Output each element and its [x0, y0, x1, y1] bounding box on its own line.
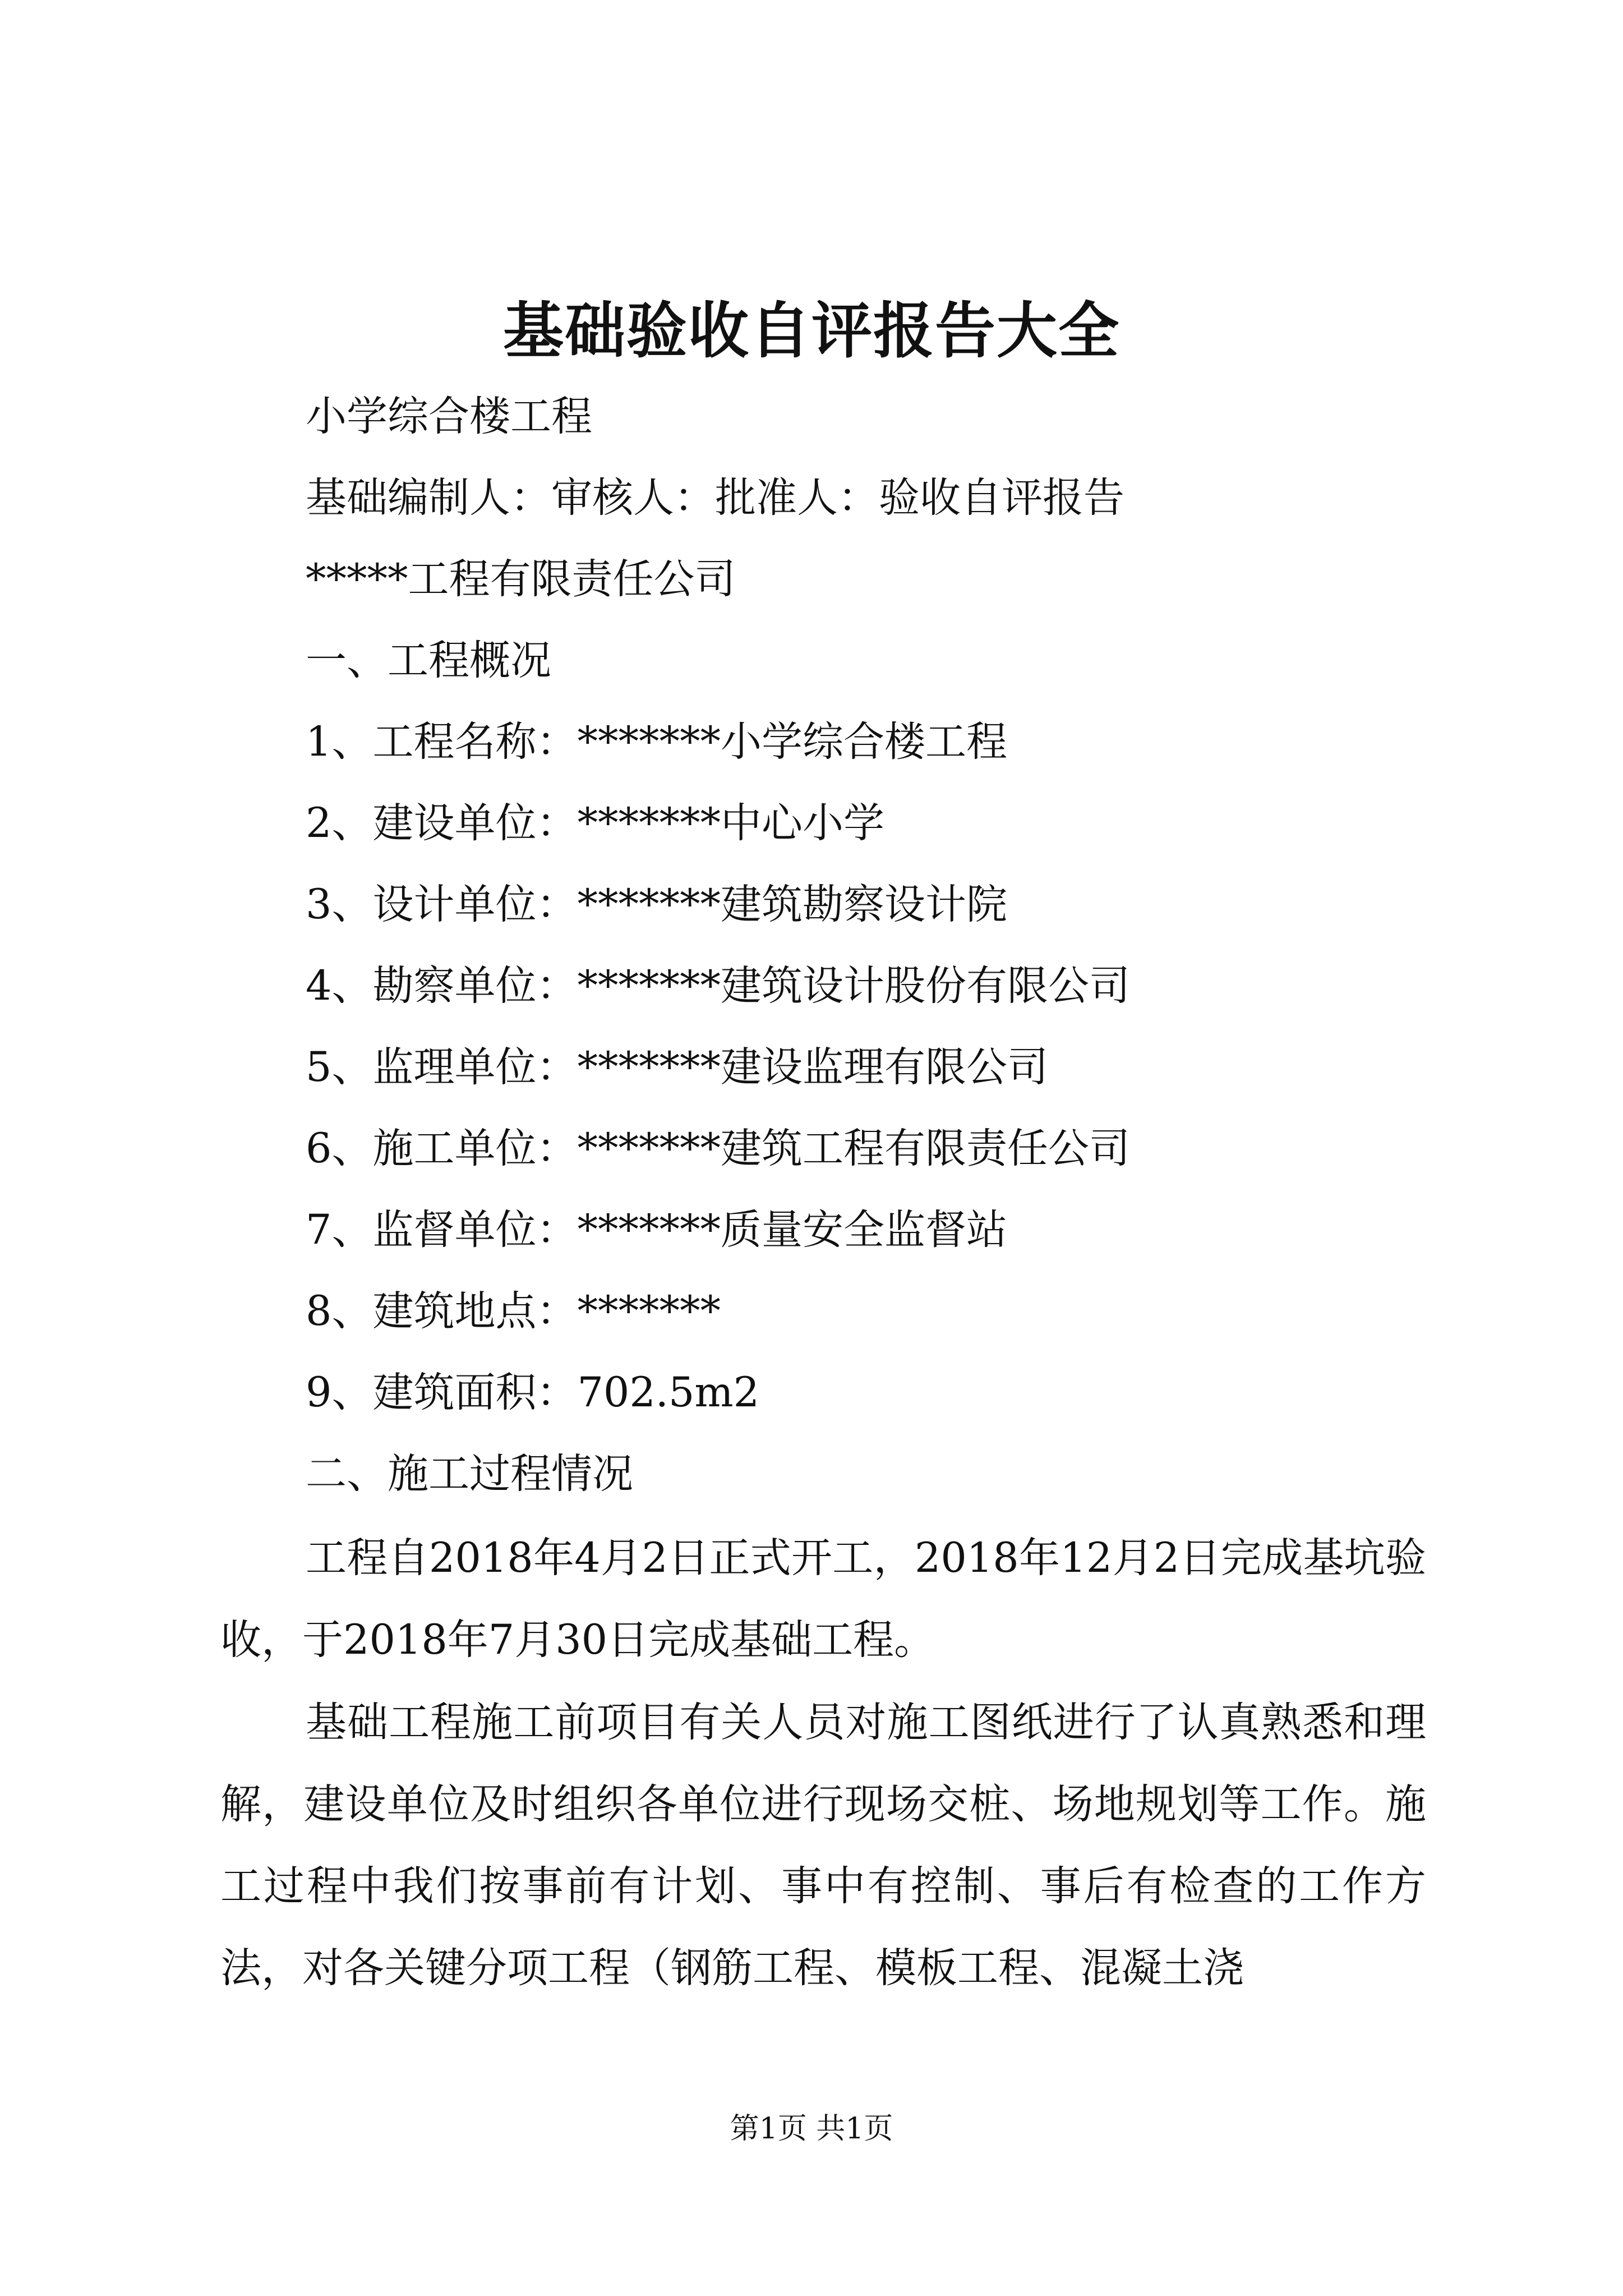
- list-item: 9、建筑面积：702.5m2: [306, 1369, 760, 1416]
- section-heading-construction: 二、施工过程情况: [306, 1450, 633, 1498]
- list-item: 1、工程名称：*******小学综合楼工程: [306, 718, 1007, 766]
- project-name-line: 小学综合楼工程: [306, 393, 592, 440]
- list-item: 6、施工单位：*******建筑工程有限责任公司: [306, 1125, 1130, 1172]
- section-heading-overview: 一、工程概况: [306, 637, 551, 684]
- page-footer: 第1页 共1页: [730, 2112, 893, 2146]
- list-item: 7、监督单位：*******质量安全监督站: [306, 1206, 1007, 1254]
- paragraph-schedule: 工程自2018年4月2日正式开工，2018年12月2日完成基坑验收，于2018年7月30日完成基础工程。: [220, 1534, 1426, 1664]
- list-item: 2、建设单位：*******中心小学: [306, 799, 884, 847]
- signoff-line: 基础编制人：审核人：批准人：验收自评报告: [306, 474, 1124, 522]
- company-line: *****工程有限责任公司: [306, 555, 736, 603]
- list-item: 4、勘察单位：*******建筑设计股份有限公司: [306, 962, 1130, 1010]
- list-item: 8、建筑地点：*******: [306, 1287, 721, 1335]
- list-item: 3、设计单位：*******建筑勘察设计院: [306, 881, 1007, 928]
- list-item: 5、监理单位：*******建设监理有限公司: [306, 1043, 1048, 1091]
- document-title: 基础验收自评报告大全: [502, 296, 1120, 366]
- paragraph-process: 基础工程施工前项目有关人员对施工图纸进行了认真熟悉和理解，建设单位及时组织各单位进行现场交桩、场地规划等工作。施工过程中我们按事前有计划、事中有控制、事后有检查的工作方法，对各关键分项工程（钢筋工程、模板工程、混凝土浇: [220, 1699, 1426, 1992]
